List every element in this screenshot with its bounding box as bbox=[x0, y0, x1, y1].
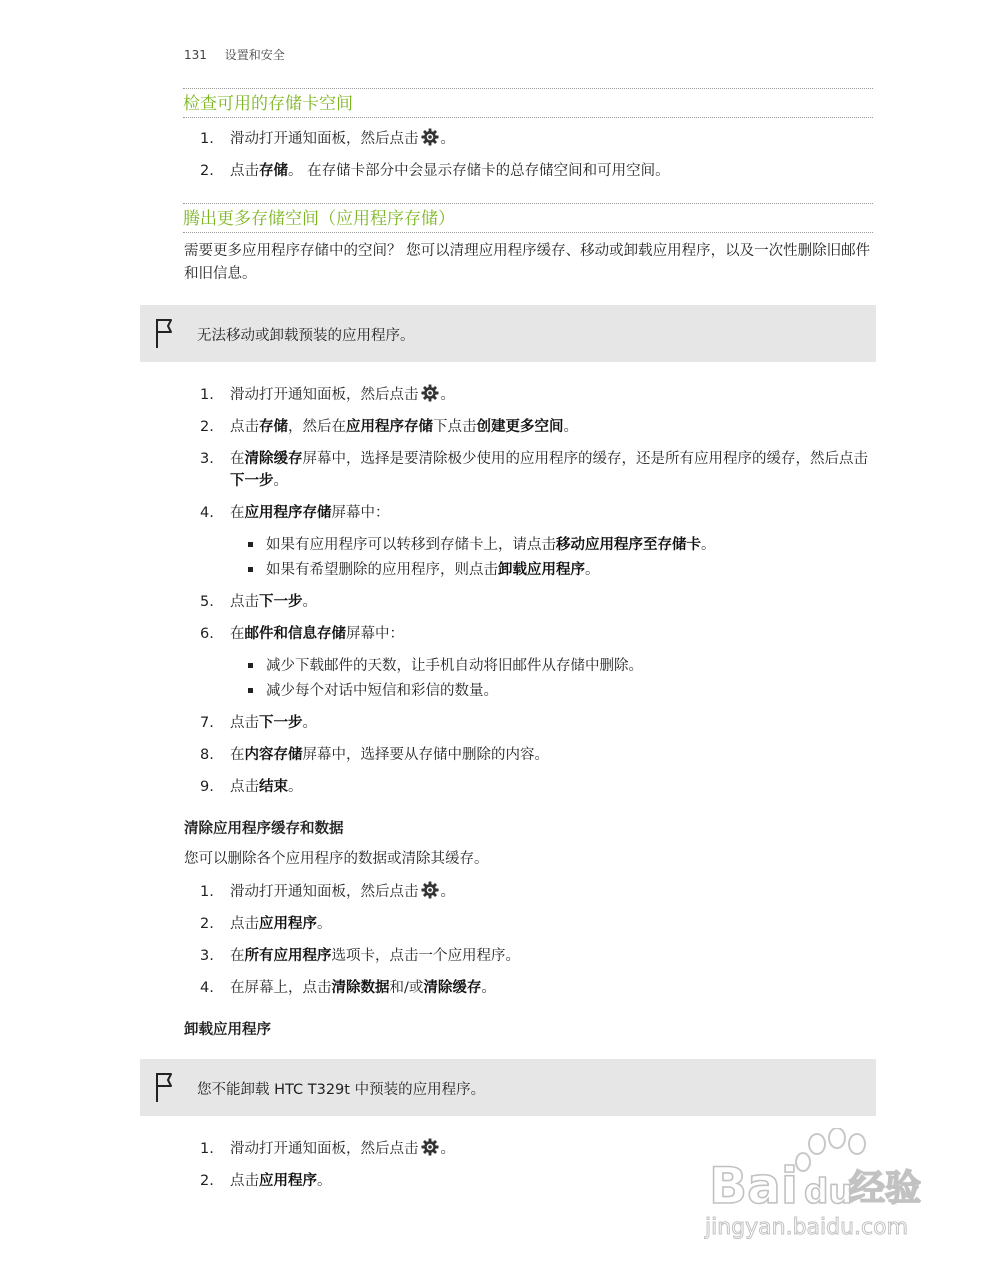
bullet-list bbox=[230, 655, 870, 702]
list-item: 3. 在清除缓存屏幕中，选择是要清除极少使用的应用程序的缓存，还是所有应用程序的缓存，然后点击下一步。 bbox=[200, 451, 868, 489]
note-box bbox=[140, 1059, 876, 1116]
note-text: 您不能卸载 HTC T329t 中预装的应用程序。 bbox=[197, 1082, 486, 1098]
steps-clear-cache bbox=[200, 881, 870, 999]
list-item: 9. 点击结束。 bbox=[200, 779, 303, 795]
subsection-title-clear-cache: 清除应用程序缓存和数据 bbox=[184, 821, 344, 837]
svg-text:Bai: Bai bbox=[709, 1157, 798, 1215]
page-header bbox=[184, 46, 285, 63]
list-item: 1. 滑动打开通知面板，然后点击 。 bbox=[200, 384, 870, 406]
list-item: 2. 点击应用程序。 bbox=[200, 916, 332, 932]
list-item: 2. 点击存储。 在存储卡部分中会显示存储卡的总存储空间和可用空间。 bbox=[200, 163, 670, 179]
note-text: 无法移动或卸载预装的应用程序。 bbox=[197, 328, 415, 344]
list-item: 8. 在内容存储屏幕中，选择要从存储中删除的内容。 bbox=[200, 747, 549, 763]
gear-icon bbox=[421, 1138, 439, 1156]
bullet-item: 减少下载邮件的天数，让手机自动将旧邮件从存储中删除。 bbox=[230, 655, 870, 677]
flag-icon bbox=[154, 1071, 176, 1103]
section-title-check-storage: 检查可用的存储卡空间 bbox=[183, 88, 873, 118]
svg-text:jingyan.baidu.com: jingyan.baidu.com bbox=[705, 1215, 909, 1240]
list-item: 2. 点击存储，然后在应用程序存储下点击创建更多空间。 bbox=[200, 419, 578, 435]
list-item: 1. 滑动打开通知面板，然后点击 。 bbox=[200, 881, 870, 903]
svg-text:经验: 经验 bbox=[849, 1168, 922, 1209]
bullet-item: 如果有应用程序可以转移到存储卡上，请点击移动应用程序至存储卡。 bbox=[230, 534, 870, 556]
steps-free-space bbox=[200, 384, 870, 798]
list-item: 4. 在屏幕上，点击清除数据和/或清除缓存。 bbox=[200, 980, 496, 996]
bullet-list bbox=[230, 534, 870, 581]
steps-check-storage bbox=[200, 128, 870, 182]
list-item: 1. 滑动打开通知面板，然后点击 。 bbox=[200, 128, 870, 150]
chapter-title: 设置和安全 bbox=[224, 48, 285, 62]
subsection-title-uninstall: 卸载应用程序 bbox=[184, 1022, 271, 1038]
list-item: 1. 滑动打开通知面板，然后点击 。 bbox=[200, 1138, 870, 1160]
svg-text:du: du bbox=[804, 1172, 853, 1212]
bullet-item: 减少每个对话中短信和彩信的数量。 bbox=[230, 680, 870, 702]
gear-icon bbox=[421, 384, 439, 402]
list-item: 5. 点击下一步。 bbox=[200, 594, 317, 610]
section-intro: 需要更多应用程序存储中的空间？ 您可以清理应用程序缓存、移动或卸载应用程序，以及一次性删除旧邮件和旧信息。 bbox=[184, 243, 871, 282]
page-number: 131 bbox=[184, 48, 207, 62]
list-item: 6. 在邮件和信息存储屏幕中： 减少下载邮件的天数，让手机自动将旧邮件从存储中删除。 减少每个对话中短信和彩信的数量。 bbox=[200, 623, 870, 702]
gear-icon bbox=[421, 881, 439, 899]
flag-icon bbox=[154, 317, 176, 349]
list-item: 4. 在应用程序存储屏幕中： 如果有应用程序可以转移到存储卡上，请点击移动应用程序至存储卡。 如果有希望删除的应用程序，则点击卸载应用程序。 bbox=[200, 502, 870, 581]
gear-icon bbox=[421, 128, 439, 146]
bullet-item: 如果有希望删除的应用程序，则点击卸载应用程序。 bbox=[230, 559, 870, 581]
list-item: 7. 点击下一步。 bbox=[200, 715, 317, 731]
list-item: 3. 在所有应用程序选项卡，点击一个应用程序。 bbox=[200, 948, 520, 964]
subsection-intro: 您可以删除各个应用程序的数据或清除其缓存。 bbox=[184, 851, 489, 867]
baidu-jingyan-watermark bbox=[699, 1128, 939, 1243]
list-item: 2. 点击应用程序。 bbox=[200, 1173, 332, 1189]
note-box bbox=[140, 305, 876, 362]
section-title-free-space: 腾出更多存储空间（应用程序存储） bbox=[183, 203, 873, 233]
